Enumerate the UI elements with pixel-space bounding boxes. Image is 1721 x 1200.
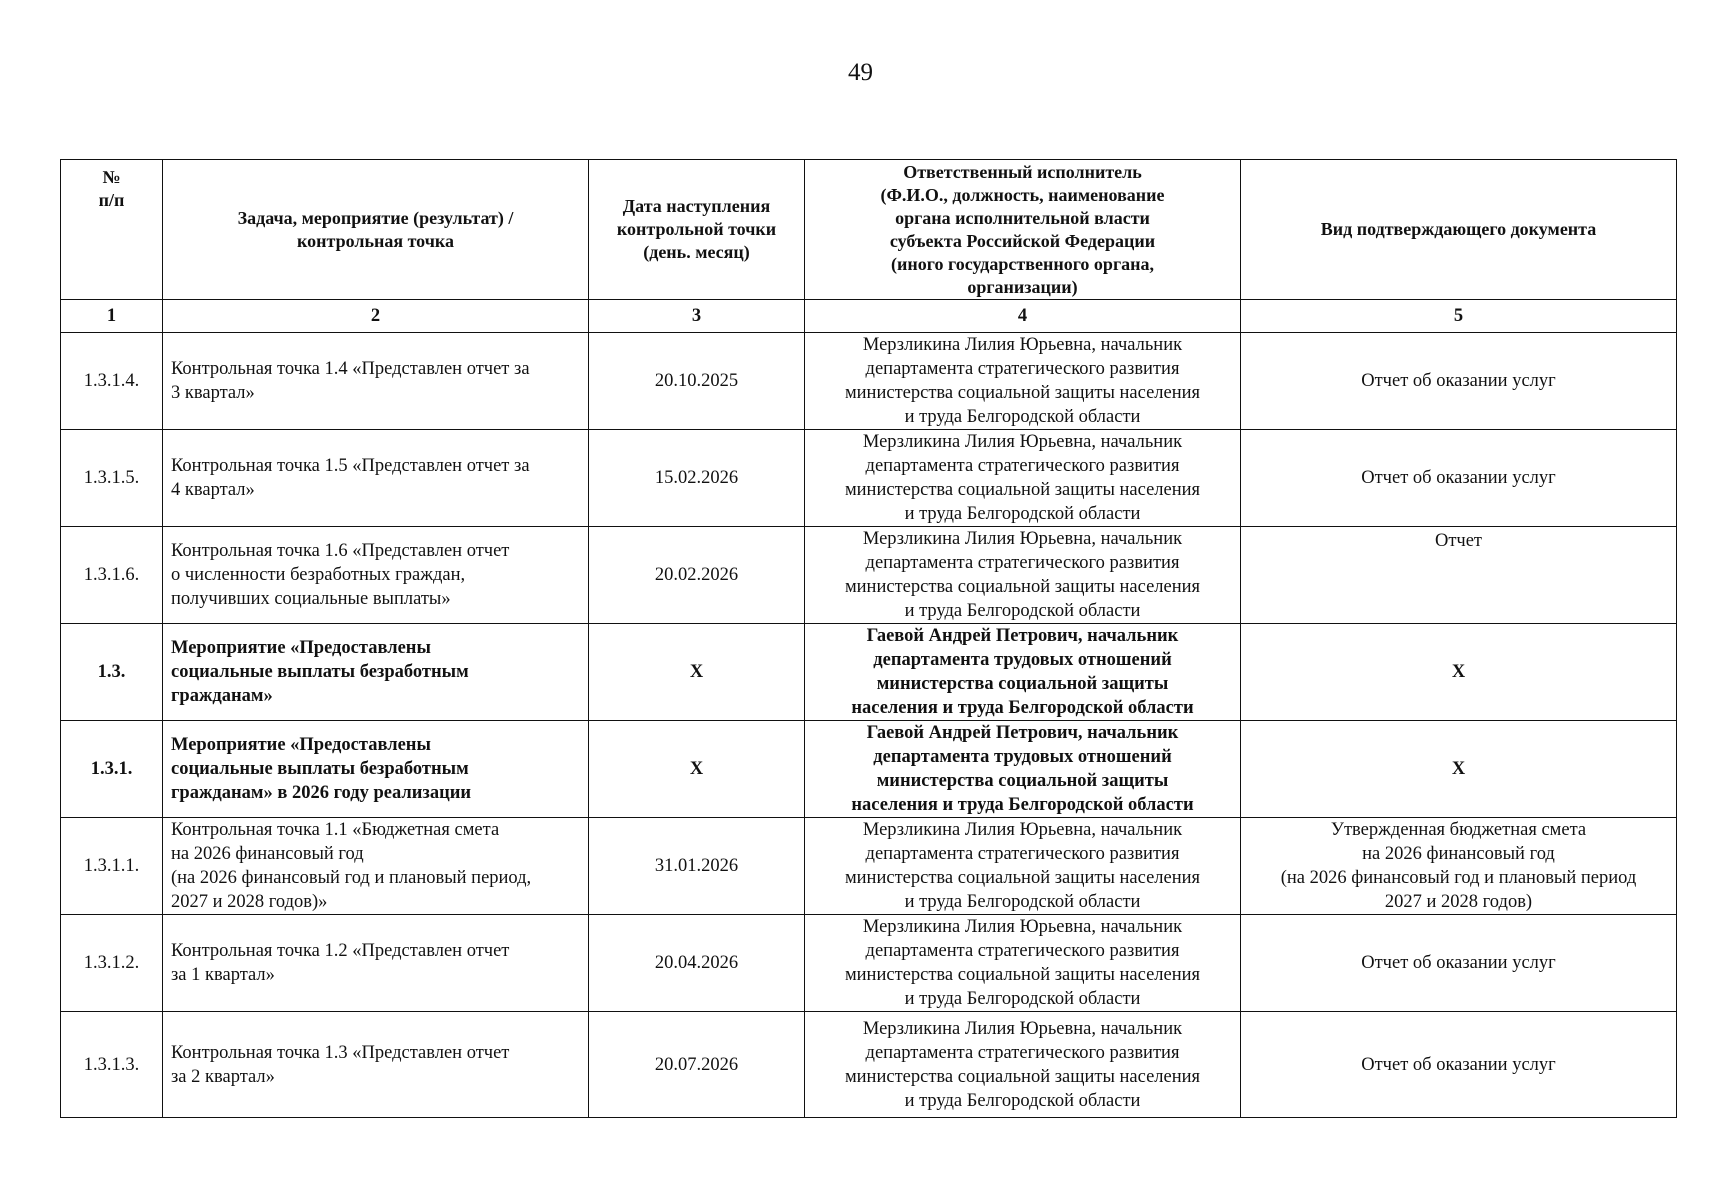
date-cell: 20.04.2026	[589, 915, 805, 1012]
date-cell: Х	[589, 721, 805, 818]
document-cell: Отчет об оказании услуг	[1241, 915, 1677, 1012]
task-cell: Контрольная точка 1.2 «Представлен отчет за 1 квартал»	[163, 915, 589, 1012]
date-cell: 20.07.2026	[589, 1012, 805, 1118]
row-number: 1.3.1.2.	[61, 915, 163, 1012]
document-cell: Х	[1241, 624, 1677, 721]
column-numbers-row	[61, 300, 1677, 333]
table-row	[61, 915, 1677, 1012]
control-points-table	[60, 159, 1677, 1118]
row-number: 1.3.1.3.	[61, 1012, 163, 1118]
date-cell: 20.10.2025	[589, 333, 805, 430]
column-number: 3	[589, 300, 805, 333]
row-number: 1.3.1.	[61, 721, 163, 818]
document-cell: Отчет об оказании услуг	[1241, 1012, 1677, 1118]
table-row	[61, 527, 1677, 624]
task-cell: Контрольная точка 1.4 «Представлен отчет за 3 квартал»	[163, 333, 589, 430]
document-cell: Отчет	[1241, 527, 1677, 624]
executor-cell: Мерзликина Лилия Юрьевна, начальник департамента стратегического развития министерства социальной защиты населения и труда Белгородской области	[805, 818, 1241, 915]
executor-cell: Гаевой Андрей Петрович, начальник департамента трудовых отношений министерства социальной защиты населения и труда Белгородской области	[805, 624, 1241, 721]
table-header-row	[61, 160, 1677, 300]
task-cell: Контрольная точка 1.3 «Представлен отчет за 2 квартал»	[163, 1012, 589, 1118]
date-cell: 31.01.2026	[589, 818, 805, 915]
task-cell: Контрольная точка 1.1 «Бюджетная смета на 2026 финансовый год (на 2026 финансовый год и плановый период, 2027 и 2028 годов)»	[163, 818, 589, 915]
header-date: Дата наступления контрольной точки (день. месяц)	[589, 160, 805, 300]
executor-cell: Мерзликина Лилия Юрьевна, начальник департамента стратегического развития министерства социальной защиты населения и труда Белгородской области	[805, 430, 1241, 527]
document-cell: Отчет об оказании услуг	[1241, 333, 1677, 430]
task-cell: Мероприятие «Предоставлены социальные выплаты безработным гражданам» в 2026 году реализации	[163, 721, 589, 818]
page-number: 49	[848, 59, 873, 86]
row-number: 1.3.1.1.	[61, 818, 163, 915]
table-row	[61, 721, 1677, 818]
executor-cell: Мерзликина Лилия Юрьевна, начальник департамента стратегического развития министерства социальной защиты населения и труда Белгородской области	[805, 333, 1241, 430]
table-row	[61, 333, 1677, 430]
table-row	[61, 624, 1677, 721]
row-number: 1.3.1.6.	[61, 527, 163, 624]
document-cell: Х	[1241, 721, 1677, 818]
column-number: 1	[61, 300, 163, 333]
date-cell: Х	[589, 624, 805, 721]
row-number: 1.3.1.5.	[61, 430, 163, 527]
header-executor: Ответственный исполнитель (Ф.И.О., должность, наименование органа исполнительной власти субъекта Российской Федерации (иного государственного органа, организации)	[805, 160, 1241, 300]
task-cell: Мероприятие «Предоставлены социальные выплаты безработным гражданам»	[163, 624, 589, 721]
executor-cell: Гаевой Андрей Петрович, начальник департамента трудовых отношений министерства социальной защиты населения и труда Белгородской области	[805, 721, 1241, 818]
table-row	[61, 818, 1677, 915]
task-cell: Контрольная точка 1.6 «Представлен отчет о численности безработных граждан, получивших социальные выплаты»	[163, 527, 589, 624]
document-cell: Утвержденная бюджетная смета на 2026 финансовый год (на 2026 финансовый год и плановый период 2027 и 2028 годов)	[1241, 818, 1677, 915]
document-cell: Отчет об оказании услуг	[1241, 430, 1677, 527]
table-row	[61, 430, 1677, 527]
column-number: 2	[163, 300, 589, 333]
header-task: Задача, мероприятие (результат) / контрольная точка	[163, 160, 589, 300]
row-number: 1.3.1.4.	[61, 333, 163, 430]
header-number: № п/п	[61, 160, 163, 300]
table-row	[61, 1012, 1677, 1118]
column-number: 5	[1241, 300, 1677, 333]
header-document: Вид подтверждающего документа	[1241, 160, 1677, 300]
date-cell: 20.02.2026	[589, 527, 805, 624]
row-number: 1.3.	[61, 624, 163, 721]
executor-cell: Мерзликина Лилия Юрьевна, начальник департамента стратегического развития министерства социальной защиты населения и труда Белгородской области	[805, 915, 1241, 1012]
executor-cell: Мерзликина Лилия Юрьевна, начальник департамента стратегического развития министерства социальной защиты населения и труда Белгородской области	[805, 527, 1241, 624]
executor-cell: Мерзликина Лилия Юрьевна, начальник департамента стратегического развития министерства социальной защиты населения и труда Белгородской области	[805, 1012, 1241, 1118]
column-number: 4	[805, 300, 1241, 333]
date-cell: 15.02.2026	[589, 430, 805, 527]
task-cell: Контрольная точка 1.5 «Представлен отчет за 4 квартал»	[163, 430, 589, 527]
